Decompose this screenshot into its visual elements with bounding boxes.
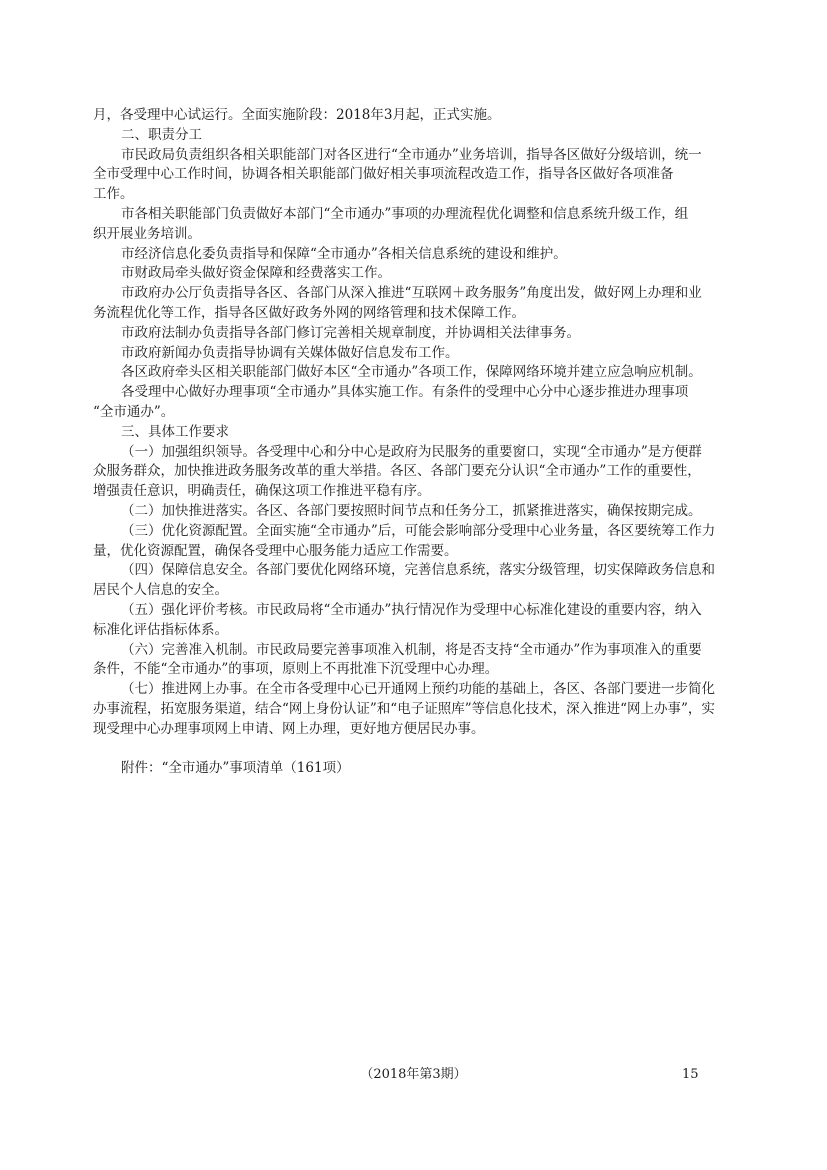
text-line: 量，优化资源配置，确保各受理中心服务能力适应工作需要。	[93, 542, 458, 559]
text-line: 全市受理中心工作时间，协调各相关职能部门做好相关事项流程改造工作，指导各区做好各项准备	[93, 166, 674, 183]
issue-footer: （2018年第3期）	[360, 1067, 467, 1082]
text-line: （四）保障信息安全。各部门要优化网络环境，完善信息系统，落实分级管理，切实保障政务信息和	[121, 562, 715, 579]
section-heading-requirements: 三、具体工作要求	[121, 423, 229, 440]
text-line: 增强责任意识，明确责任，确保这项工作推进平稳有序。	[93, 483, 431, 500]
text-line: 工作。	[93, 186, 134, 203]
document-body	[93, 106, 737, 779]
section-heading-duties: 二、职责分工	[121, 126, 202, 143]
text-line: 市政府新闻办负责指导协调有关媒体做好信息发布工作。	[121, 344, 459, 361]
text-line: （六）完善准入机制。市民政局要完善事项准入机制，将是否支持“全市通办”作为事项准入的重要	[121, 641, 702, 658]
text-line: 条件，不能“全市通办”的事项，原则上不再批准下沉受理中心办理。	[93, 661, 499, 678]
text-line: （二）加快推进落实。各区、各部门要按照时间节点和任务分工，抓紧推进落实，确保按期完成。	[121, 502, 702, 519]
text-line: 现受理中心办理事项网上申请、网上办理，更好地方便居民办事。	[93, 720, 485, 737]
text-line: 市政府法制办负责指导各部门修订完善相关规章制度，并协调相关法律事务。	[121, 324, 580, 341]
text-line: 众服务群众，加快推进政务服务改革的重大举措。各区、各部门要充分认识“全市通办”工作的重要性，	[93, 463, 701, 480]
text-line: （三）优化资源配置。全面实施“全市通办”后，可能会影响部分受理中心业务量，各区要统筹工作力	[121, 522, 716, 539]
text-line: 各区政府牵头区相关职能部门做好本区“全市通办”各项工作，保障网络环境并建立应急响应机制。	[121, 364, 702, 381]
blank-line	[93, 740, 737, 760]
text-line: 市民政局负责组织各相关职能部门对各区进行“全市通办”业务培训，指导各区做好分级培训，统一	[121, 146, 702, 163]
text-line: （五）强化评价考核。市民政局将“全市通办”执行情况作为受理中心标准化建设的重要内容，纳入	[121, 601, 702, 618]
text-line: （一）加强组织领导。各受理中心和分中心是政府为民服务的重要窗口，实现“全市通办”是方便群	[121, 443, 702, 460]
text-line: 织开展业务培训。	[93, 225, 201, 242]
text-line: 市各相关职能部门负责做好本部门“全市通办”事项的办理流程优化调整和信息系统升级工作，组	[121, 205, 689, 222]
text-line: 市政府办公厅负责指导各区、各部门从深入推进“互联网＋政务服务”角度出发，做好网上办理和业	[121, 285, 702, 302]
page-number: 15	[682, 1067, 699, 1082]
text-line: “全市通办”。	[93, 403, 175, 420]
text-line: 市财政局牵头做好资金保障和经费落实工作。	[121, 265, 391, 282]
text-line: 月，各受理中心试运行。全面实施阶段：2018年3月起，正式实施。	[93, 107, 501, 123]
text-line: 各受理中心做好办理事项“全市通办”具体实施工作。有条件的受理中心分中心逐步推进办理事项	[121, 384, 689, 401]
text-line: 务流程优化等工作，指导各区做好政务外网的网络管理和技术保障工作。	[93, 304, 525, 321]
text-line: 居民个人信息的安全。	[93, 582, 228, 599]
text-line: 办事流程，拓宽服务渠道，结合“网上身份认证”和“电子证照库”等信息化技术，深入推进“网上办事”，实	[93, 700, 715, 717]
text-line: 标准化评估指标体系。	[93, 621, 228, 638]
attachment-line: 附件：“全市通办”事项清单（161项）	[121, 760, 350, 777]
text-line: 市经济信息化委负责指导和保障“全市通办”各相关信息系统的建设和维护。	[121, 245, 567, 262]
text-line: （七）推进网上办事。在全市各受理中心已开通网上预约功能的基础上，各区、各部门要进一步简化	[121, 681, 715, 698]
